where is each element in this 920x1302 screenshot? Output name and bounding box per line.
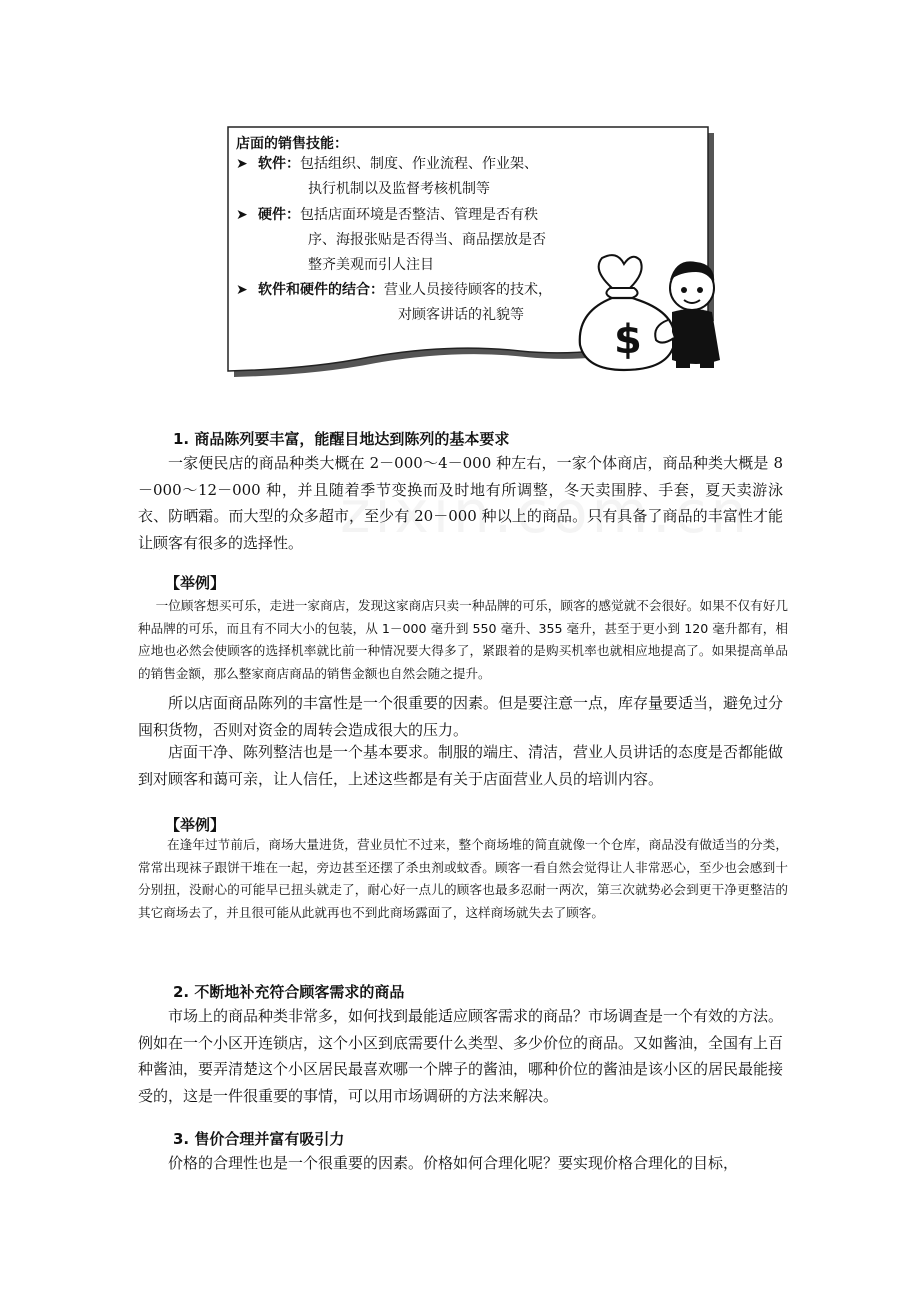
arrow-bullet-icon: ➤ bbox=[236, 156, 248, 172]
callout-item-combined-cont: 对顾客讲话的礼貌等 bbox=[398, 307, 524, 323]
example-text-2: 在逢年过节前后，商场大量进货，营业员忙不过来，整个商场堆的简直就像一个仓库，商品没有做适当的分类，常常出现袜子跟饼干堆在一起，旁边甚至还摆了杀虫剂或蚊香。顾客一看自然会觉得让人非常恶心，至少也会感到十分别扭，没耐心的可能早已扭头就走了，耐心好一点儿的顾客也最多忍耐一两次，第三次就势必会到更干净更整洁的其它商场去了，并且很可能从此就再也不到此商场露面了，这样商场就失去了顾客。 bbox=[138, 837, 788, 920]
arrow-bullet-icon: ➤ bbox=[236, 207, 248, 223]
callout-item-combined: ➤ 软件和硬件的结合：营业人员接待顾客的技术， bbox=[236, 278, 552, 303]
section-heading-2: 2. 不断地补充符合顾客需求的商品 bbox=[173, 983, 405, 1001]
callout-item-hardware: ➤ 硬件：包括店面环境是否整洁、管理是否有秩 bbox=[236, 203, 538, 228]
example-text-1: 一位顾客想买可乐，走进一家商店，发现这家商店只卖一种品牌的可乐，顾客的感觉就不会很好。如果不仅有好几种品牌的可乐，而且有不同大小的包装，从 1－000 毫升到 550 毫升、355 毫升，甚至于更小到 120 毫升都有，相应地也必然会使顾客的选择机率就比前一种情况要大得多了，紧跟着的是购买机率也就相应地提高了。如果提高单品的销售金额，那么整家商店商品的销售金额也自然会随之提升。 bbox=[138, 598, 788, 681]
section-paragraph-1: 一家便民店的商品种类大概在 2－000～4－000 种左右，一家个体商店，商品种类大概是 8－000～12－000 种，并且随着季节变换而及时地有所调整，冬天卖围脖、手套，夏天卖游泳衣、防晒霜。而大型的众多超市，至少有 20－000 种以上的商品。只有具备了商品的丰富性才能让顾客有很多的选择性。 bbox=[138, 454, 783, 552]
example-label-2: 【举例】 bbox=[165, 816, 226, 834]
money-bag-mascot-icon bbox=[572, 250, 732, 375]
section-paragraph-2: 市场上的商品种类非常多，如何找到最能适应顾客需求的商品？市场调查是一个有效的方法。例如在一个小区开连锁店，这个小区到底需要什么类型、多少价位的商品。又如酱油，全国有上百种酱油，要弄清楚这个小区居民最喜欢哪一个牌子的酱油，哪种价位的酱油是该小区的居民最能接受的，这是一件很重要的事情，可以用市场调研的方法来解决。 bbox=[138, 1007, 784, 1105]
callout-item-software: ➤ 软件：包括组织、制度、作业流程、作业架、 bbox=[236, 152, 538, 177]
callout-item-hardware-cont-2: 整齐美观而引人注目 bbox=[308, 257, 434, 273]
example-label-1: 【举例】 bbox=[165, 574, 226, 592]
callout-item-hardware-cont-1: 序、海报张贴是否得当、商品摆放是否 bbox=[308, 232, 546, 248]
section-heading-1: 1. 商品陈列要丰富，能醒目地达到陈列的基本要求 bbox=[173, 430, 510, 448]
section-heading-3: 3. 售价合理并富有吸引力 bbox=[173, 1130, 345, 1148]
callout-item-software-cont: 执行机制以及监督考核机制等 bbox=[308, 181, 490, 197]
dollar-symbol: $ bbox=[614, 317, 642, 363]
callout-title: 店面的销售技能： bbox=[236, 136, 348, 152]
paragraph-stock: 所以店面商品陈列的丰富性是一个很重要的因素。但是要注意一点，库存量要适当，避免过分囤积货物，否则对资金的周转会造成很大的压力。 bbox=[138, 694, 784, 739]
paragraph-cleanliness: 店面干净、陈列整洁也是一个基本要求。制服的端庄、清洁，营业人员讲话的态度是否都能做到对顾客和蔼可亲，让人信任，上述这些都是有关于店面营业人员的培训内容。 bbox=[138, 743, 784, 788]
arrow-bullet-icon: ➤ bbox=[236, 282, 248, 298]
section-paragraph-3: 价格的合理性也是一个很重要的因素。价格如何合理化呢？要实现价格合理化的目标， bbox=[168, 1154, 739, 1172]
